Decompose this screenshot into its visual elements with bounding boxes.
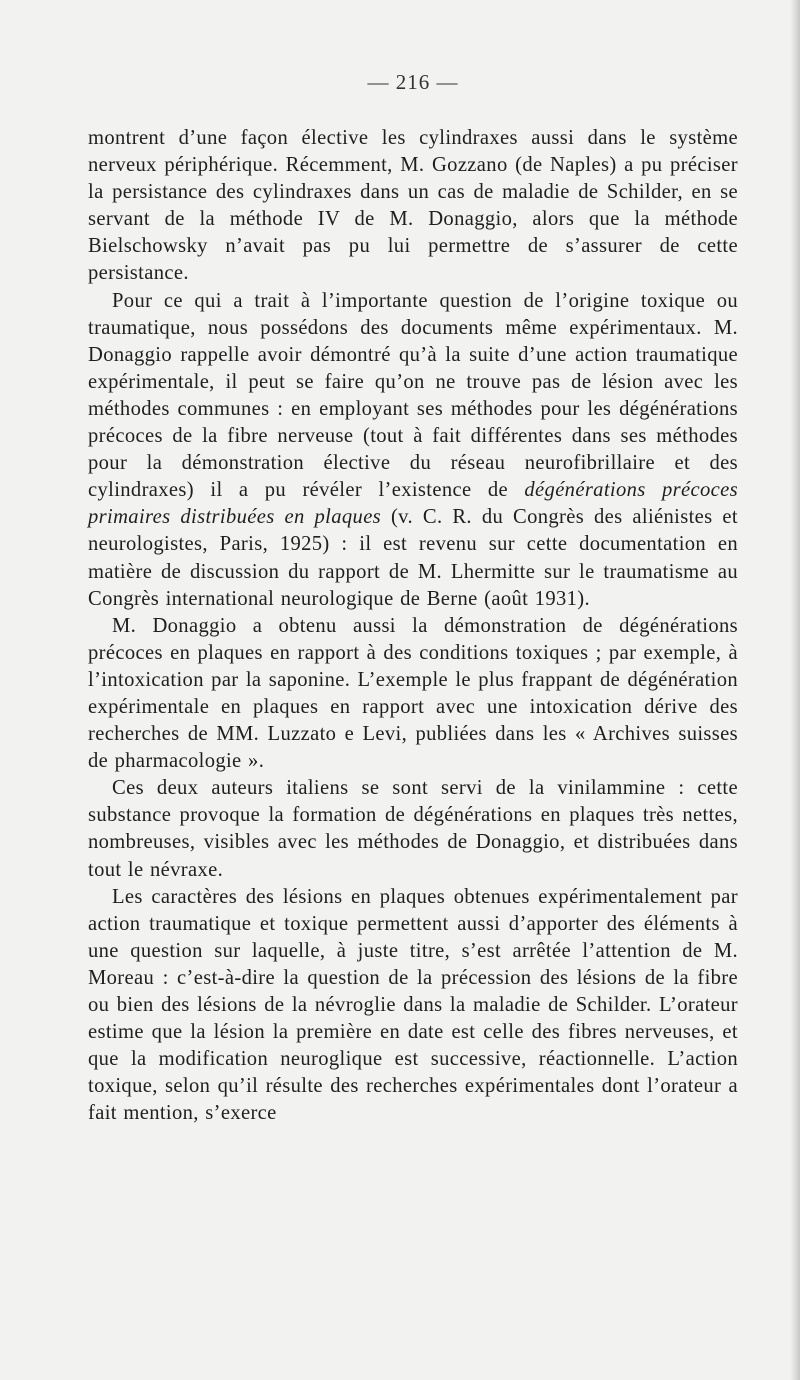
paragraph [88,125,738,288]
paragraph [88,613,738,776]
text-segment: Les caractères des lésions en plaques obtenues expérimentalement par action traumatique et toxique permettent aussi d’apporter des éléments à une question sur laquelle, à juste titre, s’est arrêtée l’attention de M. Moreau : c’est-à-dire la question de la précession des lésions de la fibre ou bien des lésions de la névroglie dans la maladie de Schilder. L’orateur estime que la lésion la première en date est celle des fibres nerveuses, et que la modification neuroglique est successive, réactionnelle. L’action toxique, selon qu’il résulte des recherches expérimentales dont l’orateur a fait mention, s’exerce [88,885,738,1125]
page-edge-shadow [790,0,800,1380]
paragraph [88,884,738,1128]
page-number: — 216 — [367,70,459,94]
italic-text-segment: dégénérations précoces primaires distribuées en plaques [88,479,738,529]
body-text [88,125,738,1127]
text-segment: Pour ce qui a trait à l’importante question de l’origine toxique ou traumatique, nous possédons des documents même expérimentaux. M. Donaggio rappelle avoir démontré qu’à la suite d’une action traumatique expérimentale, il peut se faire qu’on ne trouve pas de lésion avec les méthodes communes : en employant ses méthodes pour les dégénérations précoces de la fibre nerveuse (tout à fait différentes dans ses méthodes pour la démonstration élective du réseau neurofibrillaire et des cylindraxes) il a pu révéler l’existence de [88,289,738,502]
text-segment: M. Donaggio a obtenu aussi la démonstration de dégénérations précoces en plaques en rapport à des conditions toxiques ; par exemple, à l’intoxication par la saponine. L’exemple le plus frappant de dégénération expérimentale en plaques en rapport avec une intoxication dérive des recherches de MM. Luzzato e Levi, publiées dans les « Archives suisses de pharmacologie ». [88,614,738,773]
text-segment: (v. C. R. du Congrès des aliénistes et neurologistes, Paris, 1925) : il est revenu sur cette documentation en matière de discussion du rapport de M. Lhermitte sur le traumatisme au Congrès international neurologique de Berne (août 1931). [88,506,738,610]
book-page [88,70,738,1127]
paragraph [88,288,738,613]
text-segment: montrent d’une façon élective les cylindraxes aussi dans le système nerveux périphérique. Récemment, M. Gozzano (de Naples) a pu préciser la persistance des cylindraxes dans un cas de maladie de Schilder, en se servant de la méthode IV de M. Donaggio, alors que la méthode Bielschowsky n’avait pas pu lui permettre de s’assurer de cette persistance. [88,127,738,285]
paragraph [88,775,738,883]
text-segment: Ces deux auteurs italiens se sont servi de la vinilammine : cette substance provoque la formation de dégénérations en plaques très nettes, nombreuses, visibles avec les méthodes de Donaggio, et distribuées dans tout le névraxe. [88,777,738,881]
